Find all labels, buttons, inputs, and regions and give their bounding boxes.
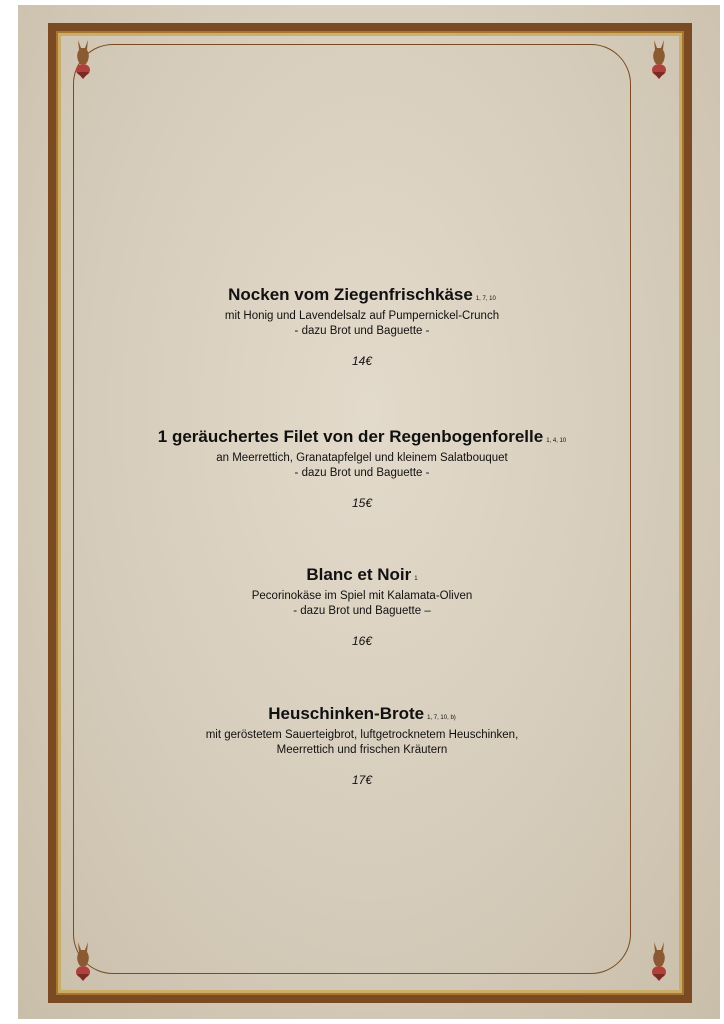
dish-price: 16€ [351,634,373,648]
dish-title: Heuschinken-Brote 1, 7, 10, b) [268,704,456,723]
dish-description: mit geröstetem Sauerteigbrot, luftgetrocknetem Heuschinken, [205,729,519,741]
dish-price: 14€ [351,354,373,368]
deer-head-icon [72,38,94,80]
dish-side: - dazu Brot und Baguette - [294,467,430,479]
dish-item [0,565,724,661]
dish-item [0,704,724,800]
deer-head-icon [648,38,670,80]
dish-item [0,285,724,381]
dish-item [0,427,724,523]
allergen-codes: 1 [414,576,418,582]
dish-title: Nocken vom Ziegenfrischkäse 1, 7, 10 [228,285,496,304]
allergen-codes: 1, 7, 10, b) [427,715,456,721]
dish-side: - dazu Brot und Baguette – [293,605,431,617]
deer-head-icon [72,940,94,982]
dish-description: Pecorinokäse im Spiel mit Kalamata-Oliven [251,590,473,602]
dish-title: Blanc et Noir 1 [306,565,418,584]
dish-price: 15€ [351,496,373,510]
dish-description-cont: Meerrettich und frischen Kräutern [276,744,448,756]
dish-title: 1 geräuchertes Filet von der Regenbogenforelle 1, 4, 10 [157,427,567,446]
allergen-codes: 1, 7, 10 [475,296,496,302]
dish-description: an Meerrettich, Granatapfelgel und kleinem Salatbouquet [216,452,508,464]
deer-head-icon [648,940,670,982]
dish-side: - dazu Brot und Baguette - [294,325,430,337]
dish-price: 17€ [351,773,373,787]
dish-description: mit Honig und Lavendelsalz auf Pumpernickel-Crunch [224,310,500,322]
allergen-codes: 1, 4, 10 [546,438,567,444]
